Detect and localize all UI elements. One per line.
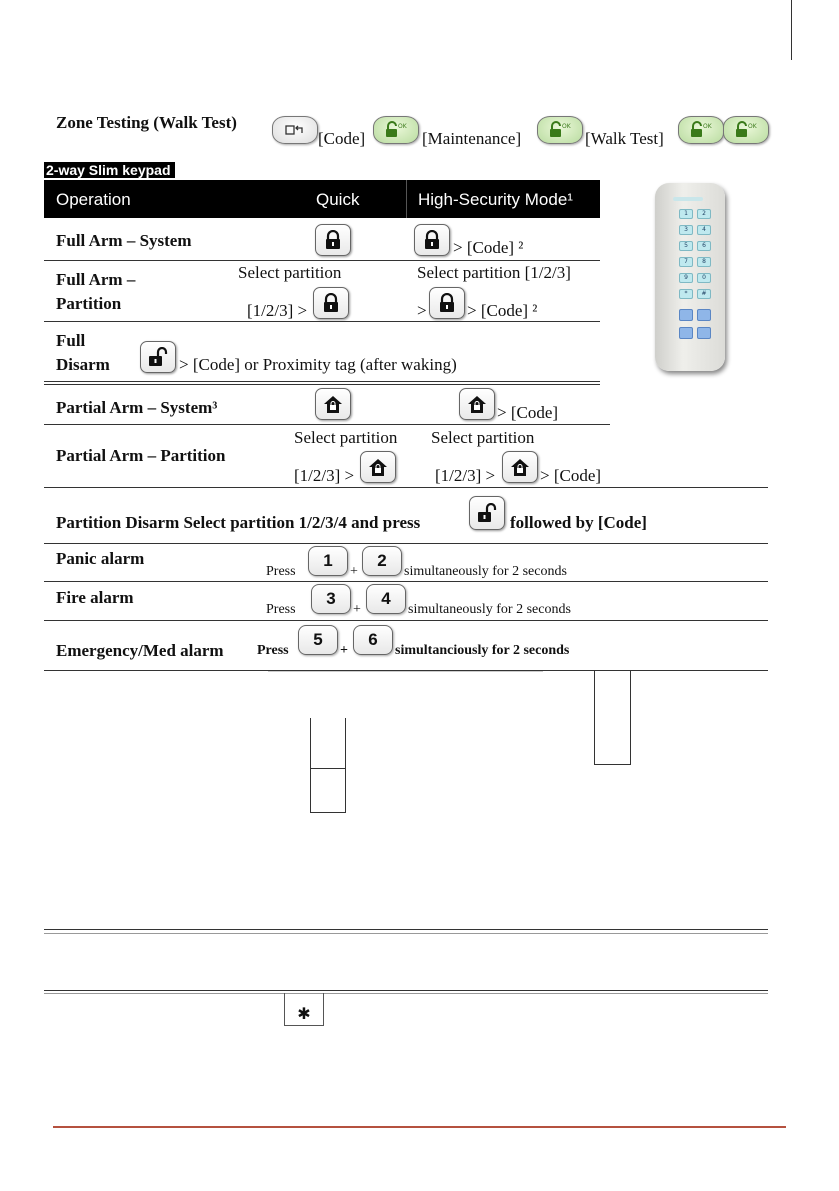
panic-suffix: simultaneously for 2 seconds	[404, 564, 567, 579]
key-6: 6	[353, 625, 393, 655]
device-key: 8	[697, 257, 711, 267]
lock-key	[313, 287, 349, 319]
full-disarm-label-2: Disarm	[56, 355, 110, 374]
row-divider	[44, 543, 768, 544]
panic-plus: +	[350, 564, 358, 579]
home-lock-icon	[368, 457, 388, 477]
device-disarm-key	[679, 327, 693, 339]
zone-maintenance: [Maintenance]	[422, 129, 522, 148]
key-4: 4	[366, 584, 406, 614]
lock-icon	[324, 230, 342, 250]
table-line	[44, 990, 768, 991]
device-arm-key	[697, 309, 711, 321]
crop-mark	[791, 0, 792, 60]
ok-key-3	[678, 116, 724, 144]
row-divider	[44, 581, 768, 582]
section-tag: 2-way Slim keypad	[44, 162, 175, 178]
emergency-press: Press	[257, 643, 289, 658]
panic-press: Press	[266, 564, 296, 579]
full-arm-partition-high-suffix: > [Code] ²	[467, 301, 538, 320]
zone-testing-text: Zone Testing (Walk Test)	[56, 113, 237, 132]
full-arm-partition-high-1: Select partition [1/2/3]	[417, 263, 571, 282]
row-divider	[44, 260, 600, 261]
svg-text:OK: OK	[748, 123, 757, 130]
zone-code: [Code]	[318, 129, 366, 148]
slim-keypad-image	[655, 183, 725, 371]
partial-arm-partition-high-2: [1/2/3] >	[435, 466, 496, 485]
device-key: *	[679, 289, 693, 299]
full-arm-partition-label-1: Full Arm –	[56, 270, 136, 289]
header-high-security: High-Security Mode¹	[418, 190, 573, 209]
row-divider	[44, 384, 600, 385]
key-1: 1	[308, 546, 348, 576]
device-key: 0	[697, 273, 711, 283]
partition-disarm-suffix: followed by [Code]	[510, 513, 647, 532]
ok-key-2	[537, 116, 583, 144]
full-disarm-label-1: Full	[56, 331, 86, 350]
panic-label: Panic alarm	[56, 549, 145, 568]
home-key	[315, 388, 351, 420]
unlock-ok-icon	[688, 121, 714, 139]
lock-key	[429, 287, 465, 319]
svg-text:OK: OK	[562, 123, 571, 130]
device-key: 6	[697, 241, 711, 251]
emergency-label: Emergency/Med alarm	[56, 641, 224, 660]
partial-arm-system-label: Partial Arm – System³	[56, 398, 218, 417]
menu-back-key	[272, 116, 318, 144]
ok-key-4	[723, 116, 769, 144]
header-quick: Quick	[316, 190, 360, 209]
full-arm-partition-quick-2: [1/2/3] >	[247, 301, 308, 320]
star-key	[284, 993, 324, 1026]
svg-text:OK: OK	[398, 123, 407, 130]
table-line	[594, 670, 595, 765]
home-key	[502, 451, 538, 483]
device-key: #	[697, 289, 711, 299]
lock-icon	[438, 293, 456, 313]
zone-walk-test: [Walk Test]	[585, 129, 664, 148]
partial-arm-partition-high-suffix: > [Code]	[540, 466, 602, 485]
full-arm-partition-quick-1: Select partition	[238, 263, 342, 282]
row-divider	[44, 321, 600, 322]
full-disarm-text: > [Code] or Proximity tag (after waking)	[179, 355, 457, 374]
fire-label: Fire alarm	[56, 588, 134, 607]
home-lock-icon	[510, 457, 530, 477]
device-key: 3	[679, 225, 693, 235]
lock-key	[414, 224, 450, 256]
zone-testing-label	[56, 112, 256, 133]
unlock-key	[469, 496, 505, 530]
home-key	[459, 388, 495, 420]
full-arm-partition-label-2: Partition	[56, 294, 122, 313]
lock-icon	[423, 230, 441, 250]
table-line	[594, 764, 631, 765]
unlock-ok-icon	[383, 121, 409, 139]
device-key: 7	[679, 257, 693, 267]
lock-icon	[322, 293, 340, 313]
device-disarm-key	[697, 327, 711, 339]
ok-key-1	[373, 116, 419, 144]
full-arm-partition-high-prefix: >	[417, 301, 427, 320]
table-line	[310, 768, 346, 769]
row-divider	[44, 381, 600, 382]
device-key: 1	[679, 209, 693, 219]
lock-key	[315, 224, 351, 256]
unlock-icon	[477, 503, 497, 523]
header-operation: Operation	[56, 190, 131, 209]
table-line	[44, 933, 768, 934]
key-3: 3	[311, 584, 351, 614]
footer-line	[53, 1126, 786, 1128]
partial-arm-partition-label: Partial Arm – Partition	[56, 446, 226, 465]
device-key: 4	[697, 225, 711, 235]
full-arm-system-label: Full Arm – System	[56, 231, 192, 250]
emergency-plus: +	[340, 643, 348, 658]
device-key: 2	[697, 209, 711, 219]
row-divider	[44, 487, 768, 488]
emergency-suffix: simultanciously for 2 seconds	[395, 643, 570, 658]
home-lock-icon	[467, 394, 487, 414]
partition-disarm-label: Partition Disarm Select partition 1/2/3/4 and press	[56, 513, 421, 532]
fire-suffix: simultaneously for 2 seconds	[408, 602, 571, 617]
partial-arm-partition-quick-2: [1/2/3] >	[294, 466, 355, 485]
table-line	[630, 670, 631, 765]
device-key: 9	[679, 273, 693, 283]
row-divider	[44, 424, 610, 425]
unlock-icon	[148, 347, 168, 367]
unlock-key	[140, 341, 176, 373]
menu-back-icon	[284, 123, 306, 137]
partial-arm-partition-high-1: Select partition	[431, 428, 535, 447]
key-2: 2	[362, 546, 402, 576]
fire-plus: +	[353, 602, 361, 617]
fire-press: Press	[266, 602, 296, 617]
table-line	[310, 812, 346, 813]
table-line	[44, 993, 768, 994]
table-line	[268, 671, 543, 672]
table-header	[44, 180, 600, 218]
device-arm-key	[679, 309, 693, 321]
unlock-ok-icon	[733, 121, 759, 139]
full-arm-system-high: > [Code] ²	[453, 238, 524, 257]
partial-arm-system-high: > [Code]	[497, 403, 559, 422]
table-line	[44, 929, 768, 930]
partial-arm-partition-quick-1: Select partition	[294, 428, 398, 447]
device-key: 5	[679, 241, 693, 251]
home-key	[360, 451, 396, 483]
unlock-ok-icon	[547, 121, 573, 139]
row-divider	[44, 620, 768, 621]
home-lock-icon	[323, 394, 343, 414]
svg-text:OK: OK	[703, 123, 712, 130]
key-5: 5	[298, 625, 338, 655]
star-icon: ✱	[297, 1004, 311, 1023]
table-line	[345, 718, 346, 812]
table-line	[310, 718, 311, 812]
